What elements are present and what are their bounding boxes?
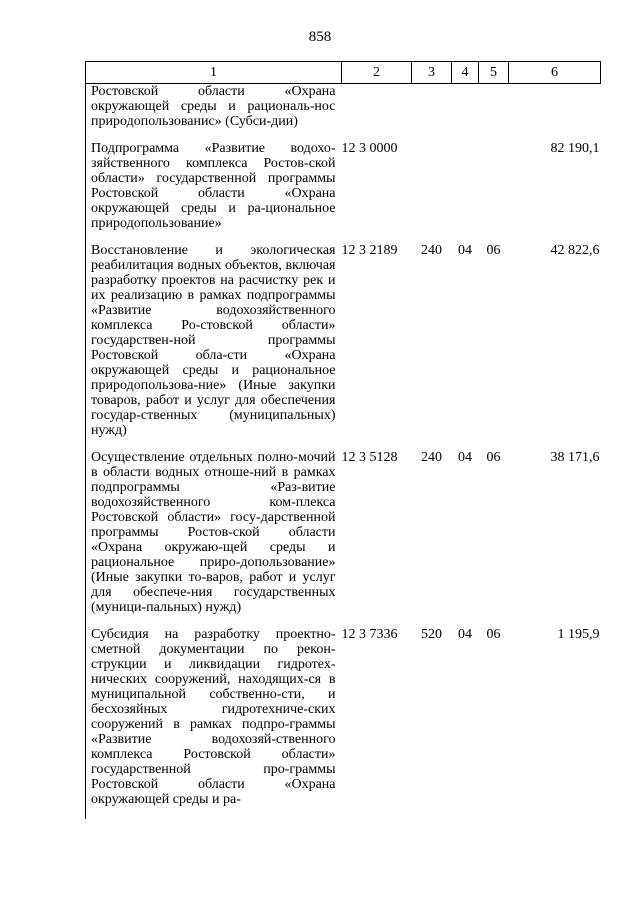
table-header: [86, 62, 601, 84]
page-number: 858: [308, 29, 332, 45]
row-amount: 42 822,6: [550, 243, 600, 258]
table-row: [86, 450, 601, 627]
row-target-article: 12 3 7336: [341, 627, 398, 642]
row-section: [452, 141, 479, 243]
table-row: [86, 141, 601, 243]
row-expense-type: [412, 84, 452, 142]
row-amount: 1 195,9: [557, 627, 600, 642]
row-subsection: 06: [486, 627, 501, 642]
row-target-article: 12 3 0000: [341, 141, 398, 156]
row-subsection: 06: [486, 450, 501, 465]
row-name: Подпрограмма «Развитие водохо-зяйственного комплекса Ростов-ской области» государственной программы Ростовской области «Охрана окружающей среды и ра-циональное природопользование»: [86, 141, 342, 243]
row-subsection: [479, 141, 509, 243]
row-expense-type: 240: [421, 450, 442, 465]
row-target-article: [342, 84, 412, 142]
header-col-1: 1: [86, 62, 342, 84]
row-name: Субсидия на разработку проектно-сметной документации по рекон-струкции и ликвидации гидротех-нических сооружений, находящих-ся в муниципальной собственно-сти, и бесхозяйных гидротехниче-ских сооружений в рамках подпро-граммы «Развитие водохозяй-ственного комплекса Ростовской области» государственной про-граммы Ростовской области «Охрана окружающей среды и ра-: [86, 627, 342, 819]
row-amount: 82 190,1: [550, 141, 600, 156]
table-row: [86, 84, 601, 142]
row-amount: [509, 84, 601, 142]
row-name: Ростовской области «Охрана окружающей среды и рациональ-нос природопользованис» (Субси-дии): [86, 84, 342, 142]
row-expense-type: [412, 141, 452, 243]
row-section: 04: [458, 243, 472, 258]
table-row: [86, 627, 601, 819]
row-name: Осуществление отдельных полно-мочий в области водных отноше-ний в рамках подпрограммы «Раз-витие водохозяйственного ком-плекса Ростовской области» госу-дарственной программы Ростов-ской области «Охрана окружаю-щей среды и рациональное приро-допользование» (Иные закупки то-варов, работ и услуг для обеспече-ния государственных (муници-пальных) нужд): [86, 450, 342, 627]
row-section: 04: [458, 450, 472, 465]
row-section: 04: [458, 627, 472, 642]
row-expense-type: 520: [421, 627, 442, 642]
header-col-3: 3: [412, 62, 452, 84]
row-target-article: 12 3 2189: [341, 243, 398, 258]
row-expense-type: 240: [421, 243, 442, 258]
row-amount: 38 171,6: [550, 450, 600, 465]
row-subsection: [479, 84, 509, 142]
header-row: [86, 62, 601, 84]
header-col-6: 6: [509, 62, 601, 84]
header-col-2: 2: [342, 62, 412, 84]
row-section: [452, 84, 479, 142]
table-body: [86, 84, 601, 820]
row-name: Восстановление и экологическая реабилитация водных объектов, включая разработку проектов на расчистку рек и их реализацию в рамках подпрограммы «Развитие водохозяйственного комплекса Ро-стовской области» государствен-ной программы Ростовской обла-сти «Охрана окружающей среды и рациональное природопользова-ние» (Иные закупки товаров, работ и услуг для обеспечения государ-ственных (муниципальных) нужд): [86, 243, 342, 450]
row-subsection: 06: [486, 243, 501, 258]
header-col-4: 4: [452, 62, 479, 84]
header-col-5: 5: [479, 62, 509, 84]
table-row: [86, 243, 601, 450]
budget-table: [85, 61, 601, 819]
row-target-article: 12 3 5128: [341, 450, 398, 465]
